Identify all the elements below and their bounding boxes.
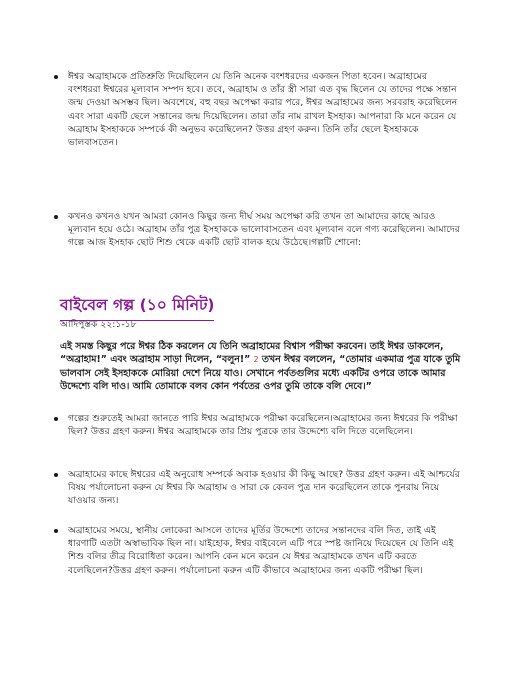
bullet-dot (54, 215, 58, 219)
discussion-bullet-2 (68, 468, 460, 508)
intro-bullet-text: ঈশ্বর অব্রাহামকে প্রতিশ্রুতি দিয়েছিলেন যে তিনি অনেক বংশধরদের একজন পিতা হবেন। অব্রাহামের বংশধররা ঈশ্বরের মূল্যবান সম্পদ হবে। তবে, অব্রাহাম ও তাঁর স্ত্রী সারা এত বৃদ্ধ ছিলেন যে তাদের পক্ষে সন্তান জন্ম দেওয়া অসম্ভব ছিল। অবশেষে, বহু বছর অপেক্ষা করার পরে, ঈশ্বর অব্রাহামের জন্য সরবরাহ করেছিলেন এবং সারা একটি ছেলে সন্তানের জন্ম দিয়েছিলেন। তারা তাঁর নাম রাখল ইসহাক। আপনারা কি মনে করেন যে অব্রাহাম ইসহাককে সম্পর্কে কী অনুভব করেছিলেন? উত্তর গ্রহণ করুন। তিনি তাঁর ছেলে ইসহাককে ভালবাসতেন। (68, 71, 458, 149)
bullet-dot (54, 473, 58, 477)
intro-bullet-1 (68, 70, 460, 149)
verse-number: 2 (253, 355, 259, 365)
scripture-reference: আদিপুস্তক ২২:১-১৮ (60, 319, 137, 330)
intro-bullet-text: কখনও কখনও যখন আমরা কোনও কিছুর জন্য দীর্ঘ সময় অপেক্ষা করি তখন তা আমাদের কাছে আরও মূল্যবান হয়ে ওঠে। অব্রাহাম তাঁর পুত্র ইসহাককে ভালোবাসতেন এবং মূল্যবান বলে গণ্য করেছিলেন। আমাদের গল্পে আজ ইসহাক ছোট শিশু থেকে একটি ছোট বালক হয়ে উঠেছে।গল্পটি শোনো: (68, 211, 460, 249)
discussion-bullet-1 (68, 412, 460, 438)
bible-story (60, 340, 470, 394)
bullet-dot (54, 417, 58, 421)
story-text-1: এই সমস্ত কিছুর পরে ঈশ্বর ঠিক করলেন যে তিনি অব্রাহামের বিশ্বাস পরীক্ষা করবেন। তাই ঈশ্বর ডাকলেন, “অব্রাহাম!” এবং অব্রাহাম সাড়া দিলেন, “বলুন!” (60, 341, 444, 366)
intro-bullet-2 (68, 210, 460, 250)
discussion-bullet-text: গল্পের শুরুতেই আমরা জানতে পারি ঈশ্বর অব্রাহামকে পরীক্ষা করেছিলেন।অব্রাহামের জন্য ঈশ্বরের কি পরীক্ষা ছিল? উত্তর গ্রহণ করুন। ঈশ্বর অব্রাহামকে তার প্রিয় পুত্রকে তার উদ্দেশ্যে বলি দিতে বলেছিলেন। (68, 413, 458, 438)
story-paragraph (60, 340, 470, 394)
discussion-bullet-text: অব্রাহামের কাছে ঈশ্বরের এই অনুরোধ সম্পর্কে অবাক হওয়ার কী কিছু আছে? উত্তর গ্রহণ করুন। এই আশ্চর্যের বিষয় পর্যালোচনা করুন যে ঈশ্বর কি অব্রাহাম ও সারা কে কেবল পুত্র দান করেছিলেন তাকে পুনরায় নিয়ে যাওয়ার জন্য। (68, 469, 460, 507)
section-heading: বাইবেল গল্প (১০ মিনিট) (60, 293, 214, 321)
bullet-dot (54, 75, 58, 79)
bullet-dot (54, 529, 58, 533)
discussion-bullet-text: অব্রাহামের সময়ে, স্থানীয় লোকেরা আসলে তাদের মূর্তির উদ্দেশ্যে তাদের সন্তানদের বলি দিত, তাই এই ধারণাটি এতটা অস্বাভাবিক ছিল না। যাইহোক, ঈশ্বর বাইবেলে এটি পরে স্পষ্ট জানিয়ে দিয়েছেন যে তিনি এই শিশু বলির তীব্র বিরোধিতা করেন। আপনি কেন মনে করেন যে ঈশ্বর অব্রাহামকে তখন এটি করতে বলেছিলেন?উত্তর গ্রহণ করুন। পর্যালোচনা করুন এটি কীভাবে অব্রাহামের জন্য একটি পরীক্ষা ছিল। (68, 525, 454, 576)
discussion-bullet-3 (68, 524, 460, 577)
story-text-2: তখন ঈশ্বর বললেন, “তোমার একমাত্র পুত্র যাকে তুমি ভালবাস সেই ইসহাককে মোরিয়া দেশে নিয়ে যাও। সেখানে পর্বতগুলির মধ্যে একটির ওপরে তাকে আমার উদ্দেশ্যে বলি দাও। আমি তোমাকে বলব কোন পর্বতের ওপর তুমি তাকে বলি দেবে।” (60, 354, 461, 393)
